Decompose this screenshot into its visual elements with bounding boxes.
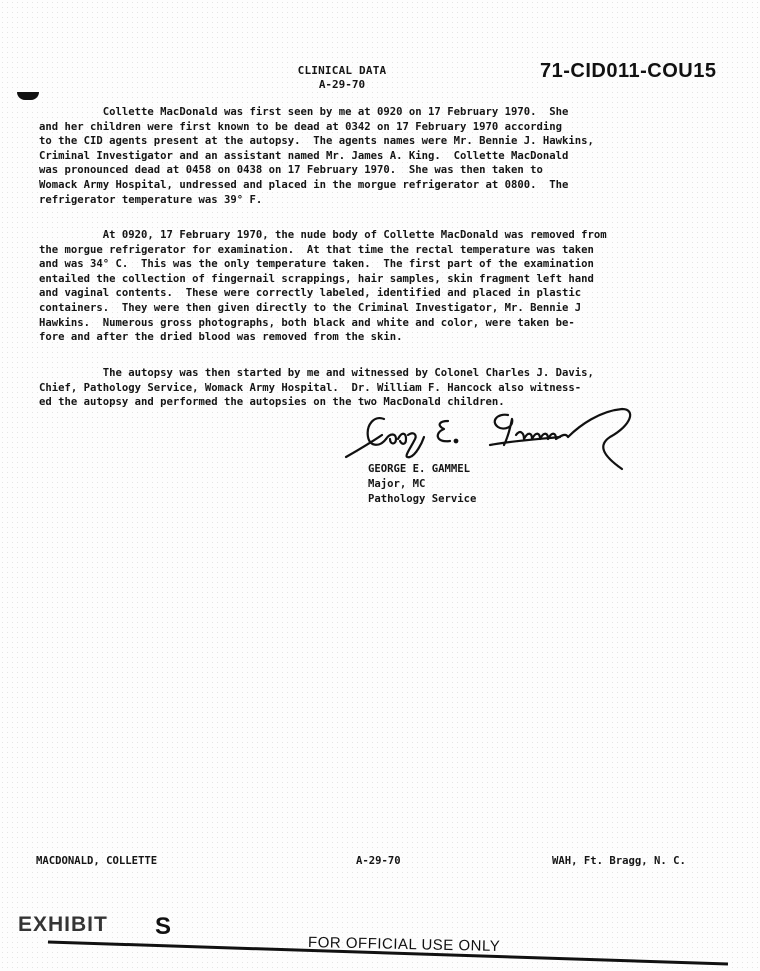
text-line: and vaginal contents. These were correctly labeled, identified and placed in plastic	[39, 287, 582, 300]
document-id-stamp: 71-CID011-COU15	[540, 60, 717, 82]
footer-location: WAH, Ft. Bragg, N. C.	[552, 855, 686, 867]
signer-department: Pathology Service	[368, 493, 477, 505]
signer-rank: Major, MC	[368, 478, 426, 490]
text-line: the morgue refrigerator for examination. At that time the rectal temperature was taken	[39, 243, 594, 256]
text-line: Collette MacDonald was first seen by me at 0920 on 17 February 1970. She	[39, 106, 569, 118]
signature-block	[368, 462, 476, 507]
text-line: Hawkins. Numerous gross photographs, both black and white and color, were taken be-	[39, 316, 575, 329]
text-line: and her children were first known to be dead at 0342 on 17 February 1970 according	[39, 120, 562, 133]
text-line: to the CID agents present at the autopsy. The agents names were Mr. Bennie J. Hawkins,	[39, 135, 594, 148]
exhibit-stamp-number: S	[155, 913, 172, 940]
paragraph-2	[39, 228, 729, 345]
text-line: refrigerator temperature was 39° F.	[39, 193, 263, 206]
text-line: entailed the collection of fingernail scrappings, hair samples, skin fragment left hand	[39, 272, 594, 285]
document-title: CLINICAL DATA	[297, 64, 387, 77]
text-line: Chief, Pathology Service, Womack Army Hospital. Dr. William F. Hancock also witness-	[39, 381, 582, 394]
paragraph-1	[39, 105, 729, 207]
paragraph-3	[39, 366, 729, 410]
exhibit-stamp-label: EXHIBIT	[18, 913, 108, 936]
text-line: fore and after the dried blood was removed from the skin.	[39, 331, 403, 344]
classification-stamp: FOR OFFICIAL USE ONLY	[307, 933, 501, 956]
text-line: At 0920, 17 February 1970, the nude body of Collette MacDonald was removed from	[39, 229, 607, 241]
text-line: was pronounced dead at 0458 on 0438 on 17 February 1970. She was then taken to	[39, 164, 543, 177]
signer-name: GEORGE E. GAMMEL	[368, 463, 471, 475]
text-line: The autopsy was then started by me and witnessed by Colonel Charles J. Davis,	[39, 367, 594, 379]
text-line: ed the autopsy and performed the autopsies on the two MacDonald children.	[39, 396, 505, 409]
text-line: Criminal Investigator and an assistant named Mr. James A. King. Collette MacDonald	[39, 149, 569, 162]
footer-case-number: A-29-70	[356, 855, 401, 867]
hole-punch-mark	[17, 92, 39, 100]
case-number-header: A-29-70	[318, 78, 366, 91]
footer-patient-name: MACDONALD, COLLETTE	[36, 855, 158, 867]
text-line: Womack Army Hospital, undressed and placed in the morgue refrigerator at 0800. The	[39, 178, 569, 191]
text-line: containers. They were then given directly to the Criminal Investigator, Mr. Bennie J	[39, 301, 582, 314]
text-line: and was 34° C. This was the only temperature taken. The first part of the examination	[39, 258, 594, 271]
